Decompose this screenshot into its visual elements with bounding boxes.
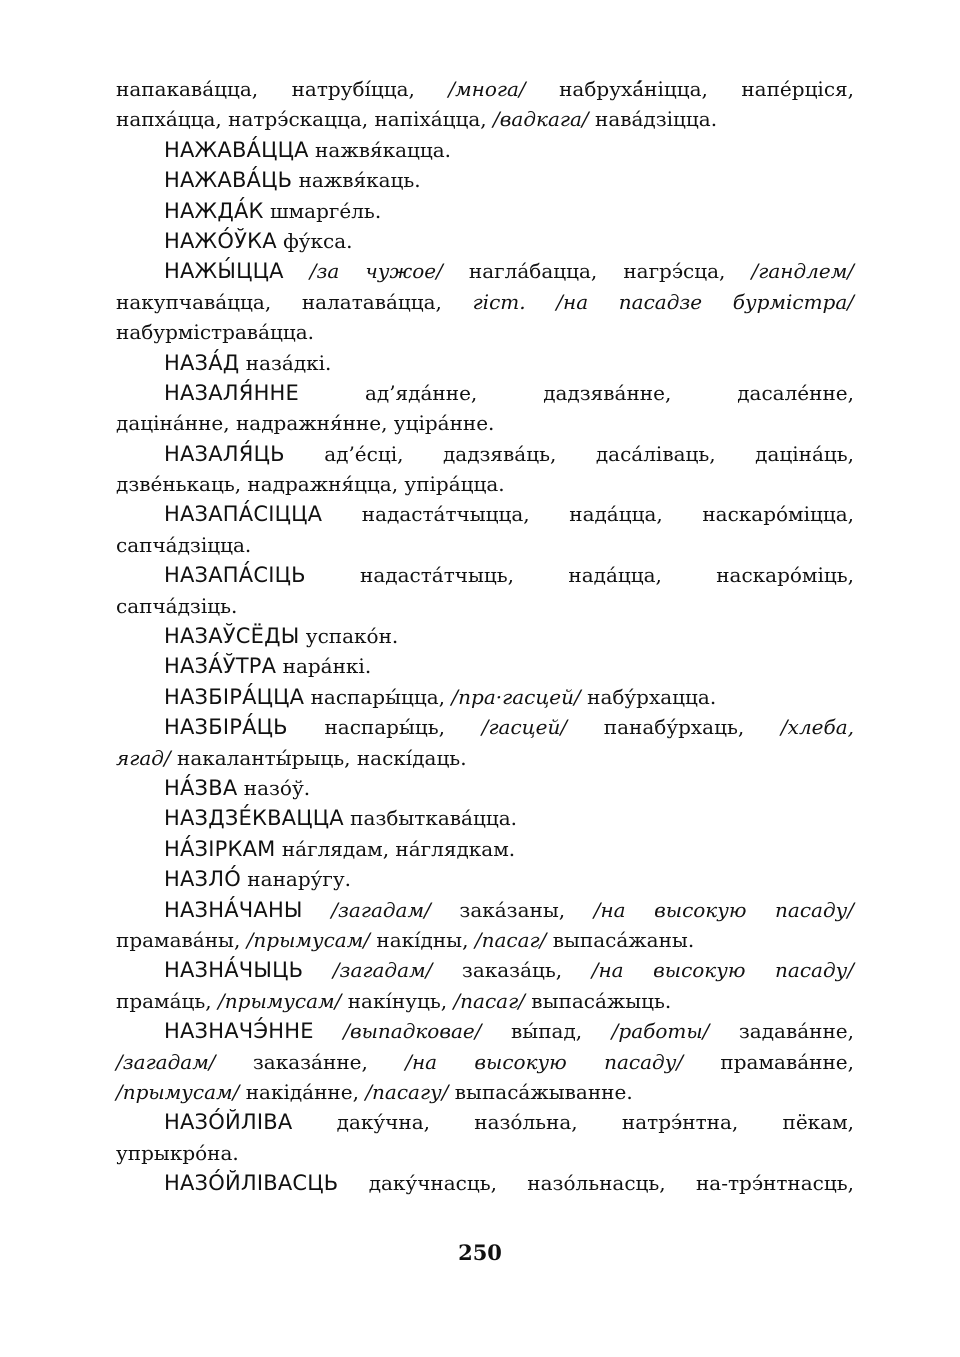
headword: НАЗАПА́СІЦЦА — [164, 502, 323, 527]
text-segment: ад’яда́нне, дадзява́нне, дасале́нне, — [299, 380, 854, 405]
usage-note: /многа/ — [448, 77, 526, 101]
text-line — [116, 317, 854, 347]
text-segment — [303, 898, 332, 922]
usage-note: /загадам/ — [116, 1049, 216, 1074]
headword: НАЗА́Д — [164, 350, 240, 375]
text-segment — [303, 958, 333, 982]
usage-note: /вадкага/ — [493, 107, 589, 132]
text-line — [116, 1047, 854, 1077]
headword: НА́ЗІРКАМ — [164, 836, 276, 861]
text-line — [116, 226, 854, 256]
usage-note: /пасагу/ — [365, 1079, 449, 1104]
text-line — [116, 256, 854, 286]
usage-note: гіст. — [472, 289, 526, 314]
text-line — [116, 408, 854, 438]
text-line — [116, 621, 854, 651]
text-segment: выпаса́жыванне. — [448, 1079, 633, 1104]
text-line — [116, 925, 854, 955]
text-line — [116, 499, 854, 529]
text-line — [116, 196, 854, 226]
usage-note: /пасаг/ — [474, 927, 547, 952]
usage-note: /пра·гасцей/ — [451, 684, 581, 709]
text-segment: накупчава́цца, налатава́цца, — [116, 289, 473, 314]
text-segment — [284, 259, 310, 283]
text-segment: нажвя́кацца. — [308, 137, 452, 162]
text-line — [116, 1016, 854, 1046]
text-line — [116, 591, 854, 621]
text-segment: шмарге́ль. — [263, 198, 382, 223]
usage-note: /выпадковае/ — [343, 1019, 482, 1044]
headword: НАЗО́ЙЛІВА — [164, 1110, 293, 1135]
headword: НАЗЛО́ — [164, 867, 241, 892]
text-line — [116, 895, 854, 925]
text-segment: выпаса́жаны. — [546, 927, 695, 952]
text-segment: наза́дкі. — [239, 350, 332, 375]
text-line — [116, 651, 854, 681]
text-line — [116, 1107, 854, 1137]
usage-note: /за чужое/ — [309, 259, 443, 284]
text-segment: успако́н. — [299, 624, 399, 649]
text-segment: панабу́рхаць, — [567, 715, 781, 740]
text-line — [116, 955, 854, 985]
text-segment: заказа́нне, — [215, 1049, 406, 1074]
text-line — [116, 74, 854, 104]
text-line — [116, 834, 854, 864]
usage-note: /на пасадзе бурмістра/ — [556, 289, 855, 314]
text-segment: накі́дны, — [370, 927, 475, 952]
text-segment: накіда́нне, — [239, 1079, 366, 1104]
text-segment: набу́рхацца. — [580, 684, 717, 709]
headword: НАЖЫ́ЦЦА — [164, 259, 284, 284]
text-segment: нажвя́каць. — [292, 168, 421, 193]
text-segment: даку́чнасць, назо́льнасць, на-трэ́нтнасць, — [338, 1171, 854, 1196]
text-segment: надаста́тчыцца, нада́цца, наскаро́міцца, — [322, 502, 854, 527]
text-segment: фу́кса. — [276, 228, 353, 253]
text-segment: накаланты́рыць, наскі́даць. — [170, 745, 467, 770]
text-line — [116, 439, 854, 469]
text-line — [116, 287, 854, 317]
usage-note: ягад/ — [116, 745, 171, 770]
text-segment: зака́заны, — [430, 897, 594, 922]
text-segment: прама́ць, — [116, 988, 219, 1013]
text-segment: нанару́гу. — [240, 867, 351, 892]
text-segment: ад’е́сці, дадзява́ць, даса́ліваць, дацiна́ць, — [284, 441, 854, 466]
text-segment: заказа́ць, — [432, 958, 592, 983]
text-line — [116, 165, 854, 195]
text-segment: дзве́нькаць, надражня́цца, упіра́цца. — [116, 472, 505, 497]
headword: НА́ЗВА — [164, 775, 238, 800]
text-line — [116, 560, 854, 590]
usage-note: /на высокую пасаду/ — [591, 958, 854, 983]
usage-note: /работы/ — [611, 1019, 710, 1044]
usage-note: /хлеба, — [780, 715, 854, 740]
text-segment: набурмістрава́цца. — [116, 320, 314, 345]
headword: НАЗБІРА́ЦЬ — [164, 715, 288, 740]
headword: НАЗА́ЎТРА — [164, 654, 277, 679]
text-line — [116, 1138, 854, 1168]
text-segment: набрухá́нiцца, напе́рціся, — [525, 77, 854, 101]
text-segment: наспары́цца, — [304, 684, 452, 709]
text-segment: напакава́цца, натрубі́цца, — [116, 77, 449, 101]
text-segment: накі́нуць, — [341, 988, 454, 1013]
text-line — [116, 135, 854, 165]
text-segment — [314, 1019, 344, 1043]
headword: НАЗНАЧЭ́ННЕ — [164, 1019, 314, 1044]
usage-note: /на высокую пасаду/ — [593, 897, 854, 922]
text-line — [116, 864, 854, 894]
text-segment: нагла́бацца, нагрэ́сца, — [442, 259, 752, 284]
headword: НАЗО́ЙЛІВАСЦЬ — [164, 1171, 339, 1196]
text-line — [116, 104, 854, 134]
text-segment: нара́нкі. — [276, 654, 372, 679]
text-line — [116, 803, 854, 833]
dictionary-page — [116, 74, 854, 1198]
headword: НАЖАВА́ЦЬ — [164, 168, 293, 193]
text-segment: упрыкро́на. — [116, 1140, 239, 1165]
headword: НАЗНА́ЧАНЫ — [164, 897, 303, 922]
text-line — [116, 773, 854, 803]
headword: НАЗАЛЯ́ЦЬ — [164, 441, 285, 466]
usage-note: /на высокую пасаду/ — [405, 1049, 684, 1074]
text-segment: наспары́ць, — [287, 715, 482, 740]
headword: НАЗАЛЯ́ННЕ — [164, 380, 300, 405]
text-line — [116, 682, 854, 712]
text-segment: вы́пад, — [481, 1019, 612, 1044]
text-segment: прамава́ны, — [116, 927, 247, 952]
text-segment: сапча́дзіць. — [116, 593, 238, 618]
headword: НАЖО́ЎКА — [164, 228, 277, 253]
headword: НАЗНА́ЧЫЦЬ — [164, 958, 304, 983]
text-segment: на́глядам, на́глядкам. — [275, 836, 516, 861]
text-segment: дацiна́нне, надражня́нне, уціра́нне. — [116, 411, 495, 436]
text-segment: нава́дзіцца. — [588, 107, 718, 132]
text-line — [116, 1077, 854, 1107]
text-segment: выпаса́жыць. — [524, 988, 672, 1013]
usage-note: /прымусам/ — [116, 1079, 240, 1104]
headword: НАЗБІРА́ЦЦА — [164, 684, 305, 709]
text-line — [116, 712, 854, 742]
text-segment: прамава́нне, — [683, 1049, 855, 1074]
text-segment: пазбыткава́цца. — [343, 806, 517, 831]
text-line — [116, 348, 854, 378]
text-line — [116, 378, 854, 408]
headword: НАЖДА́К — [164, 198, 264, 223]
usage-note: /пасаг/ — [453, 988, 525, 1013]
text-segment: сапча́дзіцца. — [116, 532, 252, 557]
text-line — [116, 1168, 854, 1198]
headword: НАЖАВА́ЦЦА — [164, 137, 309, 162]
usage-note: /гасцей/ — [481, 715, 568, 740]
text-line — [116, 530, 854, 560]
text-segment: надаста́тчыць, нада́цца, наскаро́міць, — [305, 563, 854, 588]
usage-note: /загадам/ — [331, 897, 431, 922]
usage-note: /прымусам/ — [246, 927, 371, 952]
text-segment: напха́цца, натрэ́скацца, напіха́цца, — [116, 107, 494, 132]
text-line — [116, 743, 854, 773]
page-number: 250 — [458, 1240, 502, 1265]
text-segment: даку́чна, назо́льна, натрэ́нтна, пёкам, — [292, 1110, 854, 1135]
text-line — [116, 469, 854, 499]
usage-note: /загадам/ — [332, 958, 433, 983]
usage-note: /прымусам/ — [218, 988, 342, 1013]
headword: НАЗАЎСЁДЫ — [164, 624, 300, 649]
text-segment: назо́ў. — [237, 775, 311, 800]
text-segment — [526, 290, 557, 314]
text-line — [116, 986, 854, 1016]
usage-note: /гандлем/ — [751, 259, 855, 284]
headword: НАЗАПА́СІЦЬ — [164, 563, 306, 588]
headword: НАЗДЗЕ́КВАЦЦА — [164, 806, 344, 831]
text-segment: задава́нне, — [709, 1019, 855, 1044]
